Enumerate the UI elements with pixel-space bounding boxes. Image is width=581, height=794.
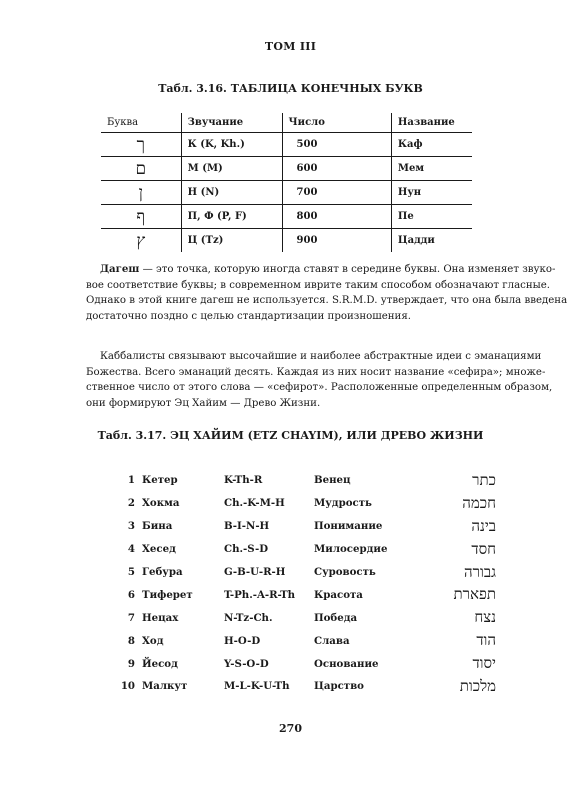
table-row (101, 181, 472, 205)
sephira-transliteration: Y-S-O-D (224, 657, 269, 670)
running-header: ТОМ III (264, 40, 317, 53)
sephira-hebrew: מלכות (459, 676, 496, 695)
letter-sound: К (K, Kh.) (181, 133, 282, 157)
column-header-letter: Буква (101, 113, 181, 133)
paragraph-dagesh (86, 262, 568, 324)
letter-name: Мем (391, 157, 472, 181)
sephira-number: 9 (127, 657, 135, 670)
hebrew-letter: ן (101, 181, 181, 205)
sephira-name: Тиферет (142, 588, 193, 601)
sephira-number: 4 (127, 543, 135, 556)
sephira-number: 1 (127, 474, 135, 487)
paragraph-line: Однако в этой книге дагеш не используется. S.R.M.D. утверждает, что она была введена (86, 295, 568, 307)
sephira-meaning: Милосердие (314, 543, 388, 556)
sephira-hebrew: תפארת (453, 585, 496, 604)
table-row (111, 561, 496, 584)
letter-name: Пе (391, 205, 472, 229)
tree-of-life-table (111, 469, 496, 698)
letter-sound: Ц (Tz) (181, 229, 282, 253)
table-row (111, 492, 496, 515)
table-row (101, 157, 472, 181)
sephira-meaning: Слава (314, 634, 350, 647)
table-row (111, 629, 496, 652)
paragraph-text: — это точка, которую иногда ставят в середине буквы. Она изменяет звуко- (139, 264, 556, 275)
sephira-transliteration: H-O-D (224, 634, 261, 647)
letter-sound: Н (N) (181, 181, 282, 205)
term-dagesh: Дагеш (100, 263, 140, 275)
sephira-number: 7 (127, 611, 135, 624)
sephira-hebrew: הוד (476, 631, 496, 650)
sephira-name: Кетер (142, 474, 178, 487)
paragraph-line: ственное число от этого слова — «сефирот». Расположенные определенным образом, (86, 382, 553, 394)
table-row (111, 652, 496, 675)
paragraph-line: они формируют Эц Хайим — Древо Жизни. (86, 397, 321, 409)
sephira-name: Малкут (142, 680, 188, 693)
sephira-transliteration: T-Ph.-A-R-Th (224, 588, 296, 601)
sephira-number: 8 (127, 634, 135, 647)
table-title-final-letters: Табл. 3.16. ТАБЛИЦА КОНЕЧНЫХ БУКВ (158, 82, 423, 95)
hebrew-letter: ץ (101, 229, 181, 253)
sephira-number: 5 (127, 566, 135, 578)
letter-name: Цадди (391, 229, 472, 253)
sephira-transliteration: M-L-K-U-Th (224, 680, 290, 693)
sephira-name: Ход (142, 634, 164, 647)
sephira-name: Гебура (142, 566, 183, 578)
column-header-sound: Звучание (181, 113, 282, 133)
table-header-row (101, 113, 472, 133)
sephira-transliteration: K-Th-R (224, 474, 263, 487)
sephira-hebrew: חכמה (462, 493, 496, 512)
letter-sound: П, Ф (P, F) (181, 205, 282, 229)
hebrew-letter: ם (101, 157, 181, 181)
letter-number: 600 (282, 157, 391, 181)
sephira-transliteration: Ch.-S-D (224, 543, 269, 556)
table-row (111, 675, 496, 698)
paragraph-kabbalists (86, 349, 553, 411)
sephira-transliteration: B-I-N-H (224, 520, 270, 533)
hebrew-letter: ף (101, 205, 181, 229)
column-header-number: Число (282, 113, 391, 133)
letter-name: Нун (391, 181, 472, 205)
letter-number: 900 (282, 229, 391, 253)
sephira-transliteration: Ch.-K-M-H (224, 497, 285, 510)
table-row (111, 469, 496, 492)
sephira-name: Хокма (142, 497, 180, 510)
sephira-meaning: Царство (314, 680, 364, 693)
paragraph-line (86, 262, 556, 278)
sephira-number: 6 (127, 588, 135, 601)
paragraph-line: Божества. Всего эманаций десять. Каждая из них носит название «сефира»; множе- (86, 366, 546, 378)
sephira-hebrew: נצח (474, 608, 496, 627)
paragraph-line: Каббалисты связывают высочайшие и наиболее абстрактные идеи с эманациями (100, 351, 542, 362)
sephira-transliteration: G-B-U-R-H (224, 566, 286, 578)
table-row (111, 606, 496, 629)
hebrew-letter: ך (101, 133, 181, 157)
sephira-transliteration: N-Tz-Ch. (224, 611, 273, 624)
sephira-name: Йесод (142, 657, 178, 670)
column-header-name: Название (391, 113, 472, 133)
paragraph-line: вое соответствие буквы; в современном иврите таким способом обозначают гласные. (86, 279, 551, 291)
sephira-number: 10 (120, 680, 135, 693)
sephira-hebrew: גבורה (463, 562, 496, 581)
table-row (101, 229, 472, 253)
table-title-tree-of-life: Табл. 3.17. ЭЦ ХАЙИМ (ETZ CHAYIM), ИЛИ ДРЕВО ЖИЗНИ (97, 429, 484, 442)
sephira-meaning: Суровость (314, 566, 376, 578)
paragraph-line: достаточно поздно с целью стандартизации произношения. (86, 310, 412, 322)
letter-number: 800 (282, 205, 391, 229)
table-row (101, 133, 472, 157)
sephira-meaning: Победа (314, 611, 358, 624)
sephira-name: Нецах (142, 611, 179, 624)
sephira-meaning: Красота (314, 588, 363, 601)
letter-number: 700 (282, 181, 391, 205)
final-letters-table (101, 113, 472, 252)
page-number: 270 (279, 722, 302, 735)
sephira-number: 2 (127, 497, 135, 510)
letter-name: Каф (397, 139, 423, 150)
sephira-name: Бина (142, 520, 173, 533)
sephira-hebrew: חסד (471, 539, 496, 558)
sephira-hebrew: יסוד (472, 654, 496, 673)
sephira-meaning: Мудрость (314, 497, 372, 510)
sephira-name: Хесед (142, 543, 176, 556)
sephira-number: 3 (127, 520, 135, 533)
table-row (101, 205, 472, 229)
letter-number: 500 (282, 133, 391, 157)
sephira-hebrew: בינה (471, 516, 496, 535)
table-row (111, 538, 496, 561)
table-row (111, 515, 496, 538)
sephira-hebrew: כתר (472, 470, 496, 489)
sephira-meaning: Понимание (314, 520, 383, 533)
sephira-meaning: Венец (314, 474, 351, 487)
sephira-meaning: Основание (314, 657, 379, 670)
letter-sound: М (M) (181, 157, 282, 181)
table-row (111, 583, 496, 606)
